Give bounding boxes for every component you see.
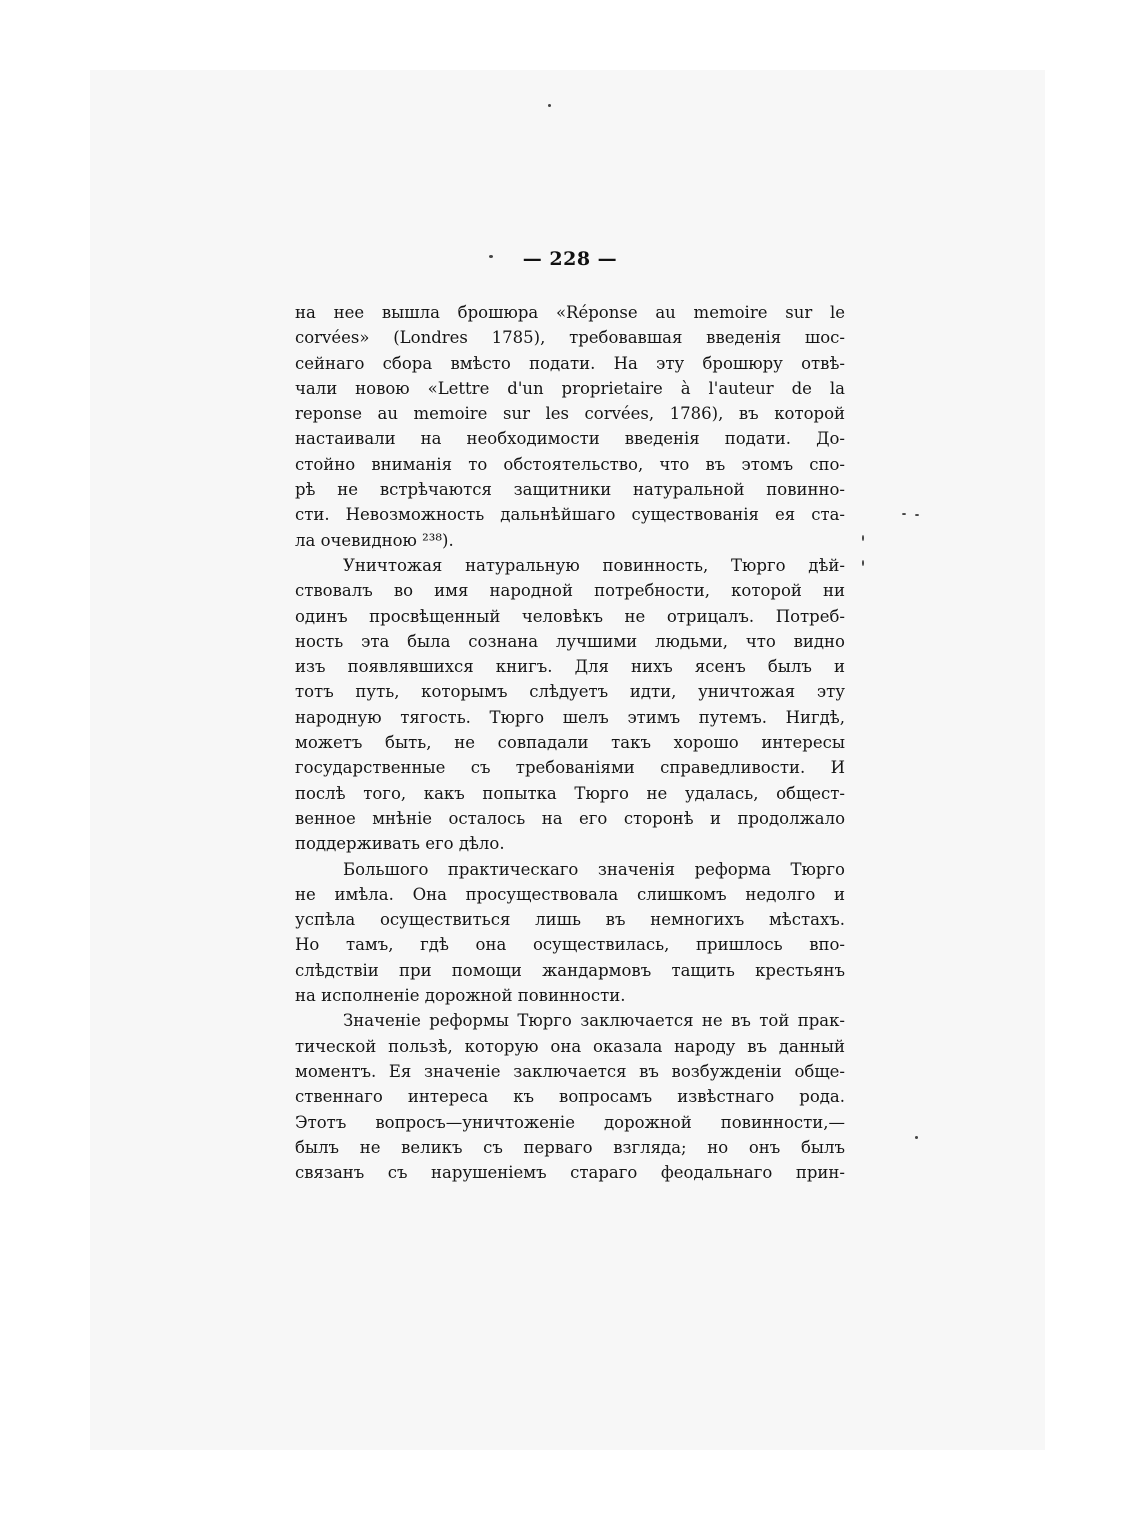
- text-line: связанъ съ нарушеніемъ стараго феодальнаго прин-: [295, 1163, 845, 1183]
- text-line: ствовалъ во имя народной потребности, которой ни: [295, 581, 845, 601]
- text-line: reponse au memoire sur les corvées, 1786), въ которой: [295, 404, 845, 424]
- text-line: настаивали на необходимости введенія подати. До-: [295, 429, 845, 449]
- text-line: послѣ того, какъ попытка Тюрго не удалась, общест-: [295, 783, 845, 803]
- text-line: corvées» (Londres 1785), требовавшая введенія шос-: [295, 328, 845, 348]
- scan-speck: [915, 1136, 918, 1139]
- text-line: сти. Невозможность дальнѣйшаго существованія ея ста-: [295, 505, 845, 525]
- text-line: Значеніе реформы Тюрго заключается не въ той прак-: [343, 1011, 845, 1031]
- text-line: чали новою «Lettre d'un proprietaire à l'auteur de la: [295, 378, 845, 398]
- text-line: на исполненіе дорожной повинности.: [295, 986, 626, 1006]
- text-line: стойно вниманія то обстоятельство, что въ этомъ спо-: [295, 454, 845, 474]
- text-line: сейнаго сбора вмѣсто подати. На эту брошюру отвѣ-: [295, 353, 845, 373]
- text-line: слѣдствіи при помощи жандармовъ тащить крестьянъ: [295, 960, 845, 980]
- text-line: тической пользѣ, которую она оказала народу въ данный: [295, 1036, 845, 1056]
- text-line: тотъ путь, которымъ слѣдуетъ идти, уничтожая эту: [295, 682, 845, 702]
- text-line: ла очевидною ²³⁸).: [295, 530, 454, 550]
- text-line: Но тамъ, гдѣ она осуществилась, пришлось впо-: [295, 935, 845, 955]
- text-line: успѣла осуществиться лишь въ немногихъ мѣстахъ.: [295, 910, 845, 930]
- text-line: рѣ не встрѣчаются защитники натуральной повинно-: [295, 480, 845, 500]
- text-line: одинъ просвѣщенный человѣкъ не отрицалъ. Потреб-: [295, 606, 845, 626]
- scan-speck: [902, 513, 906, 515]
- text-line: Уничтожая натуральную повинность, Тюрго дѣй-: [343, 555, 845, 575]
- page-number: — 228 —: [522, 248, 618, 270]
- text-line: не имѣла. Она просуществовала слишкомъ недолго и: [295, 884, 845, 904]
- body-text: [295, 300, 845, 1185]
- scan-speck: [489, 255, 493, 258]
- text-line: поддерживать его дѣло.: [295, 834, 505, 854]
- text-line: изъ появлявшихся книгъ. Для нихъ ясенъ былъ и: [295, 657, 845, 677]
- text-line: Большого практическаго значенія реформа Тюрго: [343, 859, 845, 879]
- text-line: венное мнѣніе осталось на его сторонѣ и продолжало: [295, 808, 845, 828]
- text-line: ность эта была сознана лучшими людьми, что видно: [295, 631, 845, 651]
- scan-speck: [548, 104, 551, 107]
- text-line: государственные съ требованіями справедливости. И: [295, 758, 845, 778]
- text-line: Этотъ вопросъ—уничтоженіе дорожной повинности,—: [295, 1112, 845, 1132]
- text-line: моментъ. Ея значеніе заключается въ возбужденіи обще-: [295, 1061, 845, 1081]
- scan-speck: [862, 560, 864, 566]
- text-line: на нее вышла брошюра «Réponse au memoire sur le: [295, 303, 845, 322]
- text-line: былъ не великъ съ перваго взгляда; но онъ былъ: [295, 1137, 845, 1157]
- scan-speck: [862, 535, 864, 541]
- text-line: можетъ быть, не совпадали такъ хорошо интересы: [295, 733, 845, 753]
- text-line: ственнаго интереса къ вопросамъ извѣстнаго рода.: [295, 1087, 845, 1107]
- scan-speck: [915, 514, 919, 516]
- text-line: народную тягость. Тюрго шелъ этимъ путемъ. Нигдѣ,: [295, 707, 845, 727]
